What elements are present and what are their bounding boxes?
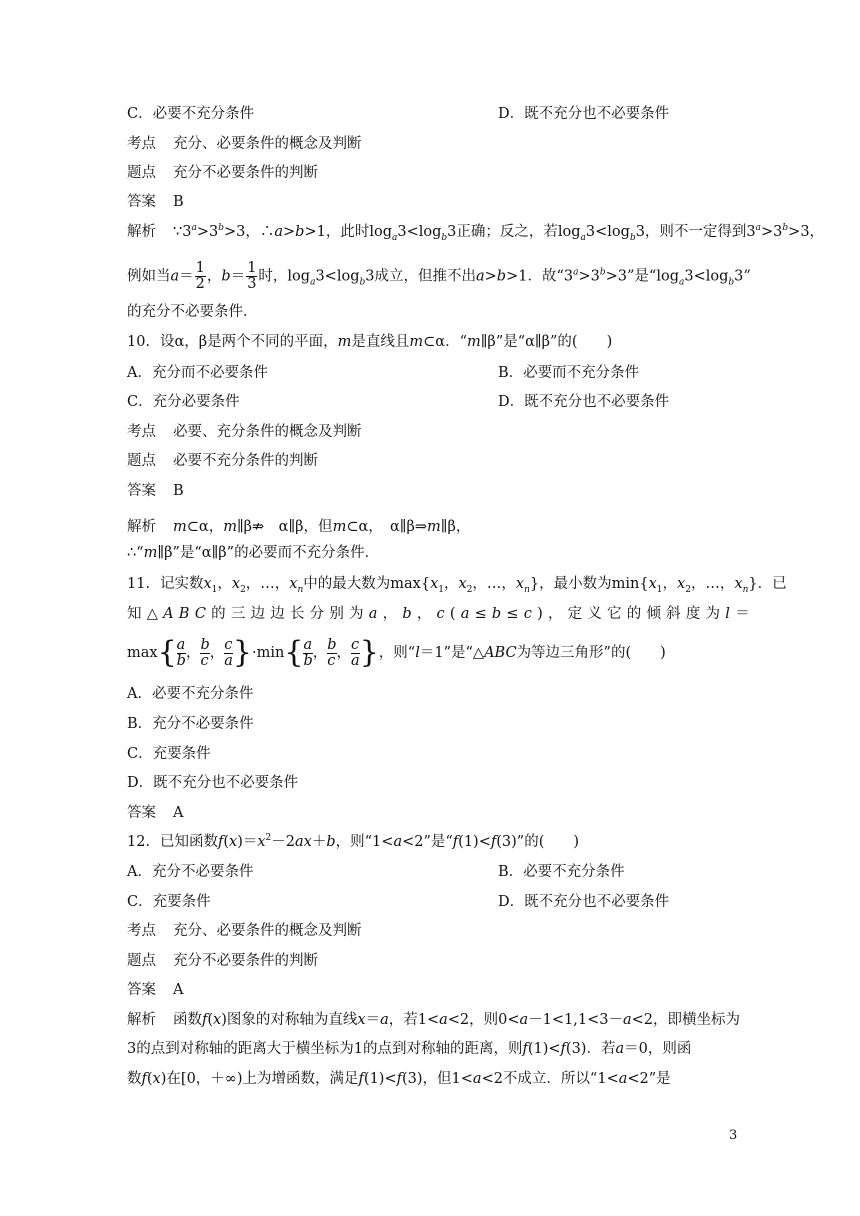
fraction-one-half: $\frac{1}{2}$ xyxy=(195,260,205,292)
option-b: B．充分不必要条件 xyxy=(127,716,254,732)
q10-options-ab xyxy=(127,363,739,383)
q9-solution-line2: 例如当a＝ $\frac{1}{2}$ ，b＝ $\frac{1}{3}$ 时，$\log_a3<\log_b3$成立，但推不出a>b>1．故“$3^a>3^b>3$”是“$\log_a3<\log_b3$” xyxy=(127,260,751,292)
q10-answer: 答案 B xyxy=(127,483,184,499)
q9-kaodian: 考点 充分、必要条件的概念及判断 xyxy=(127,136,362,152)
q10-options-cd xyxy=(127,392,739,412)
q9-options-cd xyxy=(127,104,739,124)
q11-answer: 答案 A xyxy=(127,805,184,821)
option-b: B．必要而不充分条件 xyxy=(498,365,640,381)
q12-options-ab xyxy=(127,862,739,882)
q12-tidian: 题点 充分不必要条件的判断 xyxy=(127,953,318,969)
option-d: D．既不充分也不必要条件 xyxy=(127,775,299,791)
q9-tidian: 题点 充分不必要条件的判断 xyxy=(127,165,318,181)
option-a: A．充分而不必要条件 xyxy=(127,365,268,381)
option-a: A．充分不必要条件 xyxy=(127,864,254,880)
option-c: C．充要条件 xyxy=(127,746,211,762)
q11-stem-line3: max{ $\frac{a}{b}$ ， $\frac{b}{c}$ ， $\frac{c}{a}$ }·min{ $\frac{a}{b}$ ， $\frac{b}{c}$ ， $\frac{c}{a}$ }，则“l＝1”是“△ABC为等边三角形”的( ) xyxy=(127,635,666,670)
q12-kaodian: 考点 充分、必要条件的概念及判断 xyxy=(127,923,362,939)
q10-stem: 10．设α，β是两个不同的平面，m是直线且m⊂α．“m∥β”是“α∥β”的( ) xyxy=(127,334,613,350)
q11-stem-line2: 知△ABC的三边边长分别为a，b，c(a≤b≤c)，定义它的倾斜度为l＝ xyxy=(127,606,755,622)
q10-tidian: 题点 必要不充分条件的判断 xyxy=(127,453,318,469)
option-b: B．必要不充分条件 xyxy=(498,864,625,880)
option-c: C．充分必要条件 xyxy=(127,394,240,410)
fraction-one-third: $\frac{1}{3}$ xyxy=(247,260,257,292)
option-a: A．必要不充分条件 xyxy=(127,686,254,702)
option-d: D．既不充分也不必要条件 xyxy=(498,106,670,122)
option-c: C．必要不充分条件 xyxy=(127,106,255,122)
q12-options-cd xyxy=(127,892,739,912)
q9-answer: 答案 B xyxy=(127,194,184,210)
q12-solution-line3: 数f(x)在[0，＋∞)上为增函数，满足f(1)<f(3)，但1<a<2不成立．所以“1<a<2”是 xyxy=(127,1071,671,1087)
q9-solution-line3: 的充分不必要条件． xyxy=(127,304,258,320)
page-number: 3 xyxy=(729,1128,738,1143)
q12-solution-line2: 3的点到对称轴的距离大于横坐标为1的点到对称轴的距离，则f(1)<f(3)．若a＝0，则函 xyxy=(127,1041,692,1057)
q10-solution-line1: 解析 m⊂α，m∥β⇏ α∥β，但m⊂α， α∥β⇒m∥β， xyxy=(127,519,471,535)
q12-stem: 12．已知函数$f(x)=x^2-2ax+b$，则“1<a<2”是“f(1)<f(3)”的( ) xyxy=(127,833,580,850)
option-c: C．充要条件 xyxy=(127,894,211,910)
option-d: D．既不充分也不必要条件 xyxy=(498,894,670,910)
q12-answer: 答案 A xyxy=(127,982,184,998)
q12-solution-line1: 解析 函数f(x)图象的对称轴为直线x＝a，若1<a<2，则0<a－1<1,1<3－a<2，即横坐标为 xyxy=(127,1012,741,1028)
q10-kaodian: 考点 必要、充分条件的概念及判断 xyxy=(127,424,362,440)
q11-stem-line1: 11．记实数$x_1$，$x_2$，…，$x_n$中的最大数为$\max\{x_1$，$x_2$，…，$x_n$}，最小数为$\min\{x_1$，$x_2$，…，$x_n$}．已 xyxy=(127,576,787,595)
q10-solution-line2: ∴“m∥β”是“α∥β”的必要而不充分条件． xyxy=(127,545,380,561)
q9-solution-line1: 解析 $\because 3^a>3^b>3$，∴a>b>1，此时$\log_a3<\log_b3$正确；反之，若$\log_a3<\log_b3$，则不一定得到$3^a>3^b>3$， xyxy=(127,223,825,243)
option-d: D．既不充分也不必要条件 xyxy=(498,394,670,410)
